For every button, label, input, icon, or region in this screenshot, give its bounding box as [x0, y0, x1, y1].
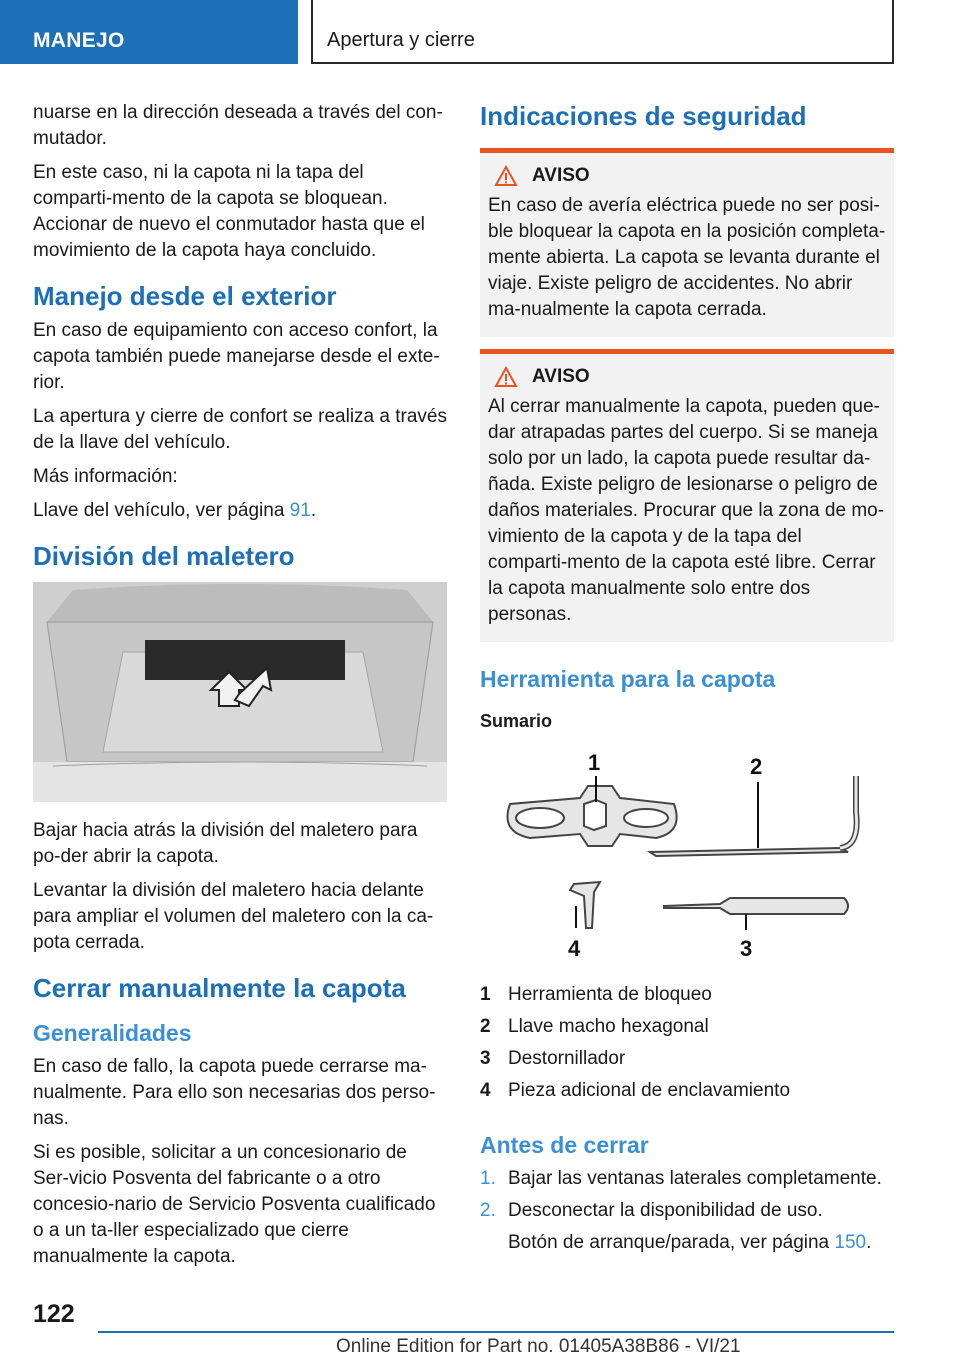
paragraph: Levantar la división del maletero hacia delante para ampliar el volumen del maletero con la ca-pota cerrada.	[33, 880, 434, 953]
roof-tools-diagram	[480, 742, 894, 972]
page-number: 122	[33, 1300, 75, 1328]
warning-triangle-icon	[494, 165, 518, 187]
warning-box	[480, 349, 894, 642]
warning-text: Al cerrar manualmente la capota, pueden que-dar atrapadas partes del cuerpo. Si se maneja solo por un lado, la capota puede resultar da-ñada. Existe peligro de lesionarse o peligro de daños materiales. Procurar que la zona de mo-vimiento de la capota y de la tapa del comparti-mento de la capota esté libre. Cerrar la capota manualmente solo entre dos personas.	[488, 396, 885, 625]
footer-divider	[98, 1331, 894, 1333]
chapter-tab	[311, 0, 894, 64]
list-item: 1 Herramienta de bloqueo	[480, 984, 712, 1005]
right-column	[480, 100, 894, 1264]
steps-list	[480, 1166, 894, 1224]
heading-seguridad: Indicaciones de seguridad	[480, 101, 807, 131]
warning-box	[480, 148, 894, 337]
paragraph: Bajar hacia atrás la división del maletero para po-der abrir la capota.	[33, 820, 418, 867]
paragraph: En este caso, ni la capota ni la tapa del comparti-mento de la capota se bloquean. Accionar de nuevo el conmutador hasta que el movimiento de la capota haya concluido.	[33, 162, 425, 261]
warning-label: AVISO	[532, 165, 590, 186]
heading-sumario: Sumario	[480, 711, 553, 731]
page-link[interactable]: 91	[289, 500, 311, 521]
heading-division: División del maletero	[33, 541, 295, 571]
paragraph-reference: Llave del vehículo, ver página 91.	[33, 500, 317, 521]
heading-herramienta: Herramienta para la capota	[480, 666, 776, 692]
callout-1: 1	[588, 750, 601, 775]
chapter-title: Apertura y cierre	[327, 29, 475, 51]
paragraph: Si es posible, solicitar a un concesionario de Ser-vicio Posventa del fabricante o a otro concesio-nario de Servicio Posventa cualificado o a un ta-ller especializado que cierre manualmente la capota.	[33, 1142, 436, 1267]
heading-cerrar: Cerrar manualmente la capota	[33, 973, 406, 1003]
warning-label: AVISO	[532, 366, 590, 387]
callout-4: 4	[568, 936, 581, 961]
step-reference: Botón de arranque/parada, ver página 150.	[508, 1232, 872, 1253]
trunk-photo	[33, 582, 447, 802]
paragraph: La apertura y cierre de confort se realiza a través de la llave del vehículo.	[33, 406, 447, 453]
section-tab	[0, 0, 298, 64]
heading-antes: Antes de cerrar	[480, 1132, 649, 1158]
tools-list	[480, 982, 894, 1104]
warning-triangle-icon	[494, 366, 518, 388]
section-title: MANEJO	[33, 29, 125, 52]
page-link[interactable]: 150	[834, 1232, 867, 1253]
list-item: 2 Llave macho hexagonal	[480, 1016, 709, 1037]
heading-exterior: Manejo desde el exterior	[33, 281, 337, 311]
callout-2: 2	[750, 754, 763, 779]
paragraph: Más información:	[33, 466, 178, 487]
paragraph: nuarse en la dirección deseada a través del con-mutador.	[33, 102, 443, 149]
heading-generalidades: Generalidades	[33, 1020, 192, 1046]
callout-3: 3	[740, 936, 753, 961]
step-item: 2. Desconectar la disponibilidad de uso.	[480, 1200, 823, 1221]
paragraph: En caso de equipamiento con acceso confort, la capota también puede manejarse desde el exte-rior.	[33, 320, 440, 393]
footer-edition: Online Edition for Part no. 01405A38B86 - VI/21	[336, 1336, 741, 1357]
step-item: 1. Bajar las ventanas laterales completamente.	[480, 1168, 882, 1189]
warning-text: En caso de avería eléctrica puede no ser posi-ble bloquear la capota en la posición completa-mente abierta. La capota se levanta durante el viaje. Existe peligro de accidentes. No abrir ma-nualmente la capota cerrada.	[488, 195, 886, 320]
list-item: 4 Pieza adicional de enclavamiento	[480, 1080, 791, 1101]
list-item: 3 Destornillador	[480, 1048, 626, 1069]
paragraph: En caso de fallo, la capota puede cerrarse ma-nualmente. Para ello son necesarias dos perso-nas.	[33, 1056, 436, 1129]
left-column	[33, 100, 447, 1278]
